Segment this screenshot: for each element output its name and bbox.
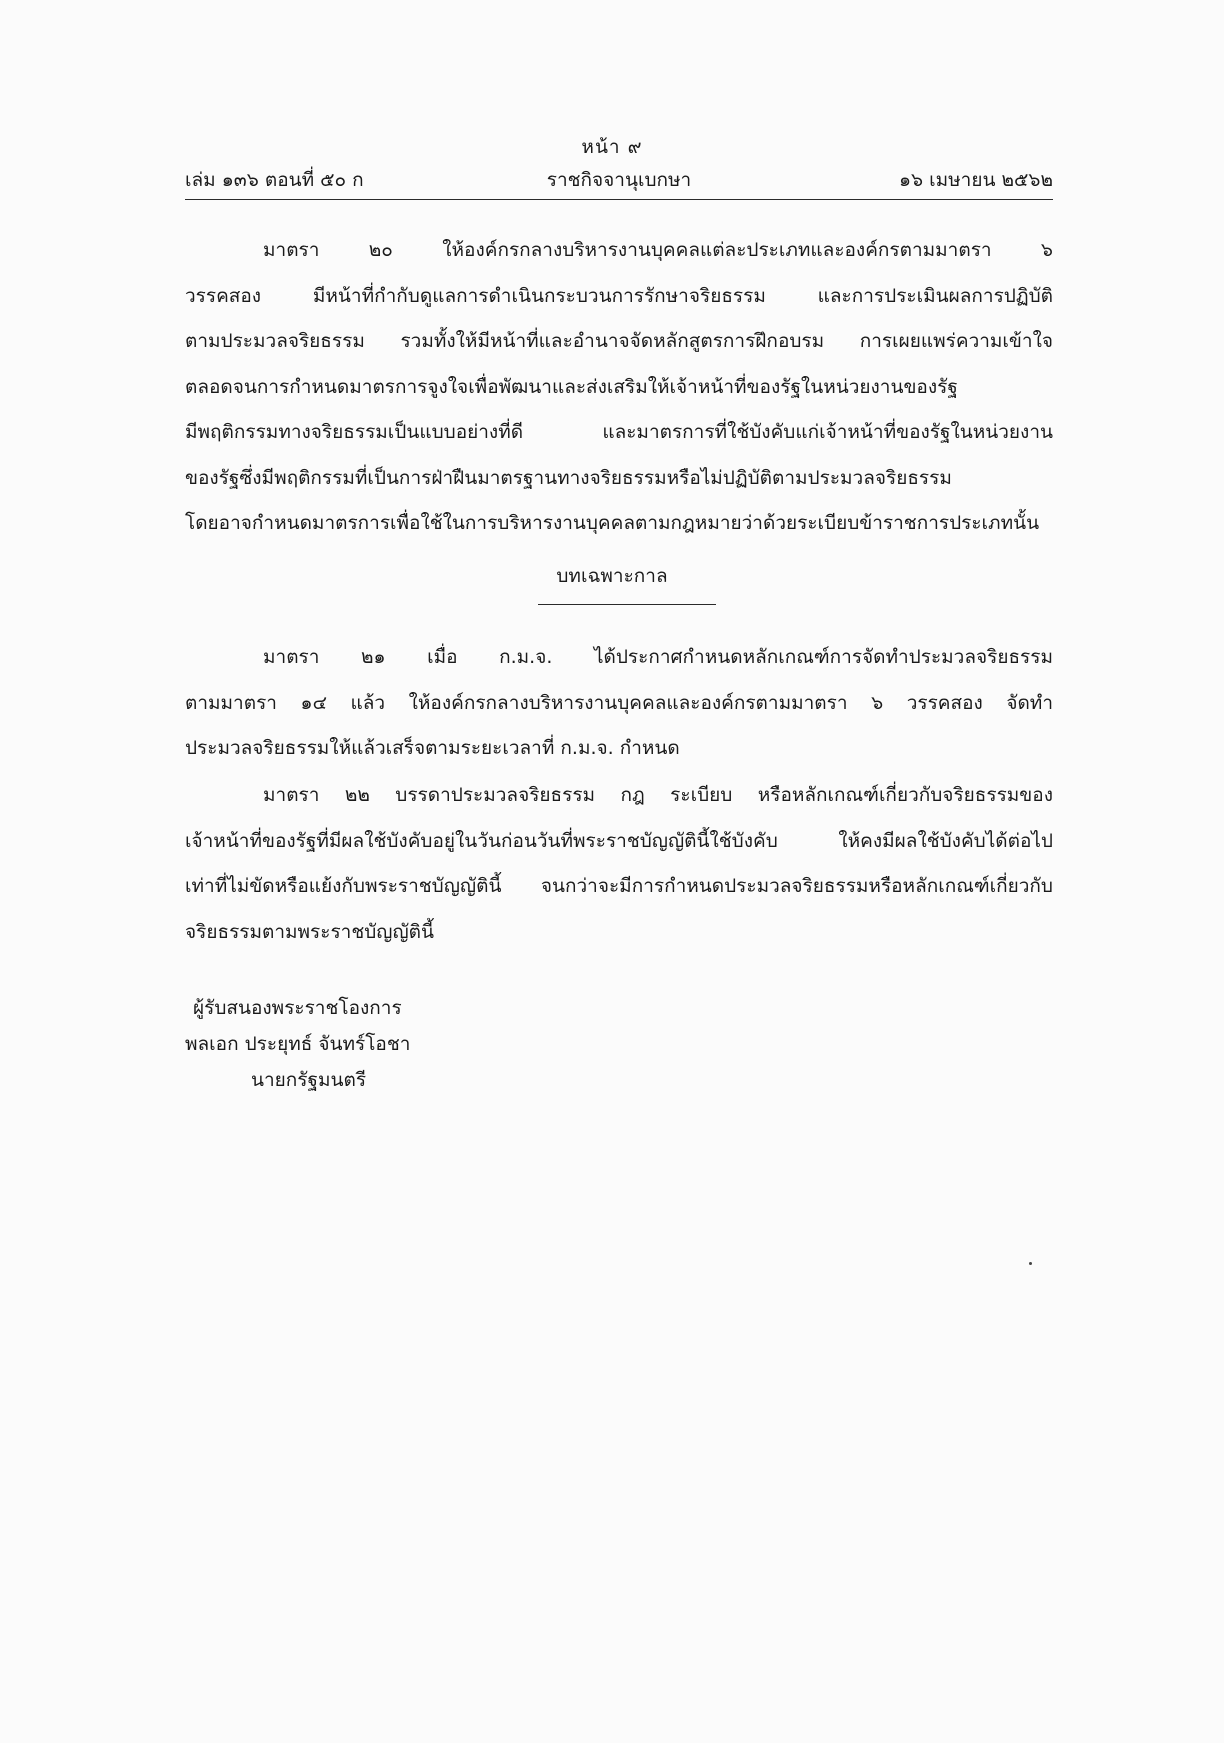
countersign-label: ผู้รับสนองพระราชโองการ bbox=[193, 997, 402, 1019]
publication-date: ๑๖ เมษายน ๒๕๖๒ bbox=[898, 169, 1053, 191]
section-20-line: ของรัฐซึ่งมีพฤติกรรมที่เป็นการฝ่าฝืนมาตรฐานทางจริยธรรมหรือไม่ปฏิบัติตามประมวลจริยธรรม bbox=[185, 466, 952, 489]
section-22-line: จริยธรรมตามพระราชบัญญัตินี้ bbox=[185, 920, 435, 943]
signatory-name: พลเอก ประยุทธ์ จันทร์โอชา bbox=[185, 1033, 411, 1055]
gazette-title: ราชกิจจานุเบกษา bbox=[546, 169, 692, 191]
section-21-line: มาตรา ๒๑ เมื่อ ก.ม.จ. ได้ประกาศกำหนดหลักเกณฑ์การจัดทำประมวลจริยธรรม bbox=[263, 646, 1053, 668]
heading-underline bbox=[538, 604, 716, 605]
section-21-line: ตามมาตรา ๑๔ แล้ว ให้องค์กรกลางบริหารงานบุคคลและองค์กรตามมาตรา ๖ วรรคสอง จัดทำ bbox=[185, 691, 1053, 714]
section-22-line: มาตรา ๒๒ บรรดาประมวลจริยธรรม กฎ ระเบียบ หรือหลักเกณฑ์เกี่ยวกับจริยธรรมของ bbox=[263, 784, 1053, 806]
page-number: หน้า ๙ bbox=[581, 136, 643, 158]
scan-speck bbox=[1029, 1262, 1032, 1265]
section-20-line: ตามประมวลจริยธรรม รวมทั้งให้มีหน้าที่และอำนาจจัดหลักสูตรการฝึกอบรม การเผยแพร่ความเข้าใจ bbox=[185, 330, 1053, 352]
section-22-line: เท่าที่ไม่ขัดหรือแย้งกับพระราชบัญญัตินี้ จนกว่าจะมีการกำหนดประมวลจริยธรรมหรือหลักเกณฑ์เกี่ยวกับ bbox=[185, 875, 1053, 897]
header-divider bbox=[185, 199, 1053, 200]
section-21-line: ประมวลจริยธรรมให้แล้วเสร็จตามระยะเวลาที่ ก.ม.จ. กำหนด bbox=[185, 737, 680, 759]
section-22 bbox=[185, 773, 1053, 955]
section-20-line: มาตรา ๒๐ ให้องค์กรกลางบริหารงานบุคคลแต่ละประเภทและองค์กรตามมาตรา ๖ bbox=[263, 239, 1053, 261]
transitional-provisions-heading: บทเฉพาะกาล bbox=[556, 565, 668, 587]
section-20-line: โดยอาจกำหนดมาตรการเพื่อใช้ในการบริหารงานบุคคลตามกฎหมายว่าด้วยระเบียบข้าราชการประเภทนั้น bbox=[185, 512, 1040, 534]
section-20 bbox=[185, 228, 1053, 547]
signatory-title: นายกรัฐมนตรี bbox=[251, 1069, 367, 1091]
section-21 bbox=[185, 635, 1053, 772]
section-20-line: มีพฤติกรรมทางจริยธรรมเป็นแบบอย่างที่ดี และมาตรการที่ใช้บังคับแก่เจ้าหน้าที่ของรัฐในหน่วยงาน bbox=[185, 421, 1053, 443]
section-20-line: วรรคสอง มีหน้าที่กำกับดูแลการดำเนินกระบวนการรักษาจริยธรรม และการประเมินผลการปฏิบัติ bbox=[185, 284, 1053, 307]
gazette-header bbox=[185, 165, 1053, 199]
section-22-line: เจ้าหน้าที่ของรัฐที่มีผลใช้บังคับอยู่ในวันก่อนวันที่พระราชบัญญัตินี้ใช้บังคับ ให้คงมีผลใช้บังคับได้ต่อไป bbox=[185, 829, 1053, 852]
volume-issue: เล่ม ๑๓๖ ตอนที่ ๕๐ ก bbox=[185, 169, 364, 191]
signature-block bbox=[185, 990, 410, 1098]
section-20-line: ตลอดจนการกำหนดมาตรการจูงใจเพื่อพัฒนาและส่งเสริมให้เจ้าหน้าที่ของรัฐในหน่วยงานของรัฐ bbox=[185, 375, 958, 398]
